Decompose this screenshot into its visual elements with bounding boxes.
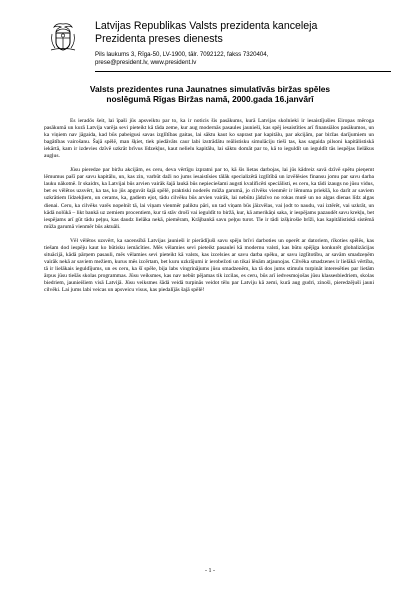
paragraph: Jūsu pieredze par biržu akcijām, es ceru, deva vērtīgu izpratni par to, kā šis lietas darbojas, lai jūs kādreiz savā dzīvē spētu pieņemt lēmumus pašī par savu kapitālu, un, kas zin, varbūt daži no jums iesaistīsies tālāk specializētā izglītībā un izvēlēsies finansu jomu par savu darba lauku nākotnē. Ir skaidrs, ka Latvijai būs arvien vairāk šajā laukā būs nepieciešami augsti kvalificēti speciālisti, es ceru, ka tādi izaugs no jūsu vidus, bet es vēlētos uzsvērt, ka tas, ko jūs apguvāt šajā spēlē, praktiski noderēs mūža garumā, jo cilvēks vienmēr ir lēmuma priekšā, ko darīt ar saviem uzkrātiem līdzekļiem, un cerams, ka, gadiem ejot, tādu cilvēku būs arvien vairāk, lai nebūtu jādzīvo no rokas mutē un no algas dienas līdz algas dienai. Ceru, ka cilvēks varēs nopelnīt tā, lai viņam vienmēr paliktu pāri, un tad viņam būs jāizvēlas, vai ļodt to naudu, vai iztērēt, vai uzkrāt, un kādā nolūkā – likt bankā uz zemiem procentiem, kur tā stāv drošī vai ieguldīt to biržā, kur, kā amerikāņi saka, ir iespējams pazaudēt savu krekļu, bet iespējams arī gūt tādu peļņu, kas daudz lielāka nekā, piemēram, Krājbankā savu peļņu turot. Tie ir tādi izšķirošie brīži, kas kapitālistiskā sistēmā mūža garumā vienmēr būs aktuāli. <box>44 167 374 230</box>
address-line-2: prese@president.lv, www.president.lv <box>95 59 197 67</box>
document-title-line-1: Valsts prezidentes runa Jaunatnes simulatīvās biržas spēles <box>89 84 331 94</box>
header-divider <box>95 71 391 72</box>
page-number: - 1 - <box>205 568 215 574</box>
document-title-line-2: noslēgumā Rīgas Biržas namā, 2000.gada 16.janvārī <box>106 94 314 105</box>
speech-body <box>44 118 374 301</box>
paragraph: Es ieradōs šeit, lai īpaši jūs apsveiktu par to, ka ir noticis šis pasākums, kurā Latvijas skolnieki ir iesaistījušies Eiropas mēroga pasākumā un kurā Latvija varēja sevi pieteikt kā tāda zeme, kur aug modernās pasaules jaunieši, kas spēj iesaistīties arī finansiālos pasākumos, un ka viņiem nav jāgaida, kad būs pabeigusi savas izglītības gaitas, lai sāktu kaut ko saprast par kapitālu, par akcijām, par biržas darījumiem un bagātības vairošanu. Šajā spēlē, man šķiet, tiek piedāvāts caur labi izstrādātu reālistisku simulāciju tieši tas, kas sagaida pilsoni kapitālistiskā iekārtā, kam ir izdevies dzīvē uzkrāt brīvus līdzekļus, kaut nelielu kapitālu, lai sāktu domāt par to, kā to ieguldīt un ieguldīt tās iespējas lielākus augļus. <box>44 118 374 160</box>
address-line-1: Pils laukums 3, Rīga-50, LV-1900, tālr. 7092122, fakss 7320404, <box>95 51 269 58</box>
office-name: Latvijas Republikas Valsts prezidenta kanceleja <box>95 20 318 32</box>
document-title <box>40 84 380 105</box>
service-name: Prezidenta preses dienests <box>95 33 223 45</box>
paragraph: Vēl vēlētos uzsvērt, ka sacensībā Latvijas jaunieši ir pierādījuši savu spēju brīvi darboties un operēt ar datoriem, rīkoties spēlēs, kas tiešam dod iespēju kaut ko būtisku iemācīties. Mēs vēlamies sevi pieteikt pasaulei kā modernu valsti, kas būtu spējīga konkurēt globalizācijas situācijā, kādā pārņem pasauli, mēs vēlamies sevi pieteikt kā valsts, kas izcelsies ar savu darba spēku, ar savu izglītotību, ar savām smadzeņēm vairāk nekā ar saviem mežiem, kurus mēs izcērtam, bet kuru uzkrājumi ir ierobežoti un tikai lēnām atjaunojas. Cilvēka smadzenes ir lielākā vērtība, tā ir lielākais ieguldījums, un es ceru, ka šī spēle, bija labs vingrinājums jūsu smadzenēm, ka tā dos jums stimulu turpināt interesēties par lietām ārpus jūsu tiešās skolas programmas. Jūsu veiksmes, kas nav nebūt pējamas tik izcilas, es ceru, būs arī iedvesmojošas jūsu klassesbiedriem, skolas biedriem, jaunieišiem visā Latvijā. Jūsu veiksmes šādā veidā turpinās veidot tēlu par Latviju kā zemi, kurā aug gudri, zinoši, pieredzējuši jauni cilvēki. Lai jums labi veicas un apsveicu visus, kas piedalījās šajā spēlē! <box>44 237 374 294</box>
letterhead <box>95 20 395 67</box>
coat-of-arms-icon <box>49 22 77 52</box>
